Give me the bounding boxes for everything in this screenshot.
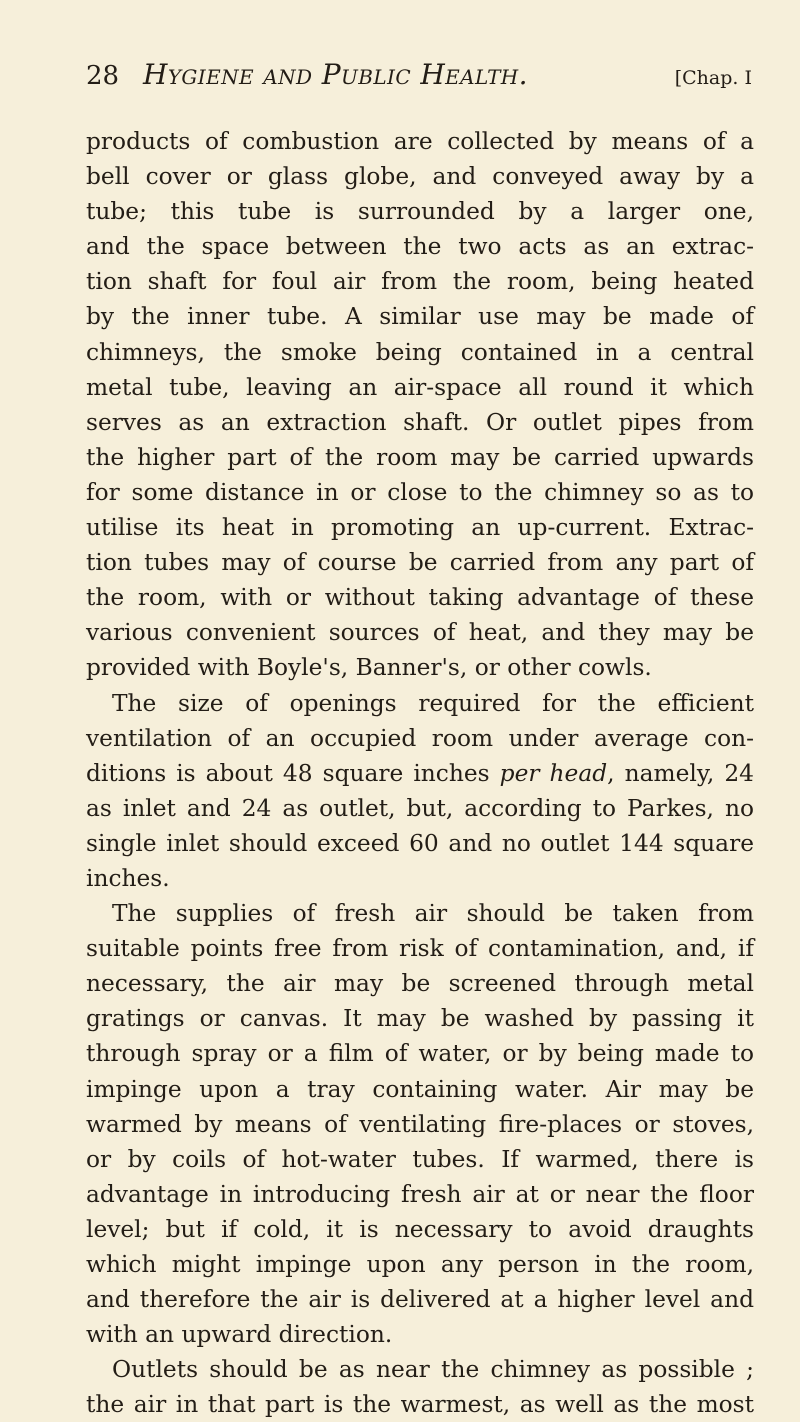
- text-line: gratings or canvas. It may be washed by passing it: [86, 1005, 754, 1033]
- text-line: as inlet and 24 as outlet, but, according to Parkes, no: [86, 794, 754, 822]
- running-head: [86, 58, 754, 94]
- text-line: and the space between the two acts as an extrac-: [86, 233, 754, 261]
- text-line: with an upward direction.: [86, 1321, 393, 1349]
- text-line: necessary, the air may be screened through metal: [86, 970, 754, 998]
- text-line: through spray or a film of water, or by being made to: [86, 1040, 754, 1068]
- text-line: chimneys, the smoke being contained in a central: [86, 338, 754, 366]
- text-line: advantage in introducing fresh air at or near the floor: [86, 1180, 754, 1208]
- text-line: impinge upon a tray containing water. Air may be: [86, 1075, 754, 1103]
- text-line: suitable points free from risk of contamination, and, if: [86, 935, 754, 963]
- text-line: the air in that part is the warmest, as well as the most: [86, 1391, 754, 1419]
- text-line: various convenient sources of heat, and they may be: [86, 619, 754, 647]
- text-line: the room, with or without taking advantage of these: [86, 584, 754, 612]
- text-line: by the inner tube. A similar use may be made of: [86, 303, 754, 331]
- text-line: products of combustion are collected by means of a: [86, 128, 754, 155]
- text-line: and therefore the air is delivered at a higher level and: [86, 1286, 754, 1314]
- text-line: tion tubes may of course be carried from any part of: [86, 549, 754, 577]
- text-line: which might impinge upon any person in the room,: [86, 1251, 754, 1278]
- chapter-reference: [Chap. I: [674, 67, 752, 89]
- text-line: single inlet should exceed 60 and no outlet 144 square: [86, 829, 754, 857]
- page-number: 28: [86, 61, 120, 91]
- text-line: for some distance in or close to the chimney so as to: [86, 478, 754, 506]
- text-line: The size of openings required for the efficient: [112, 689, 754, 717]
- text-line: tion shaft for foul air from the room, being heated: [86, 268, 754, 296]
- text-line: the higher part of the room may be carried upwards: [86, 443, 754, 471]
- text-line: level; but if cold, it is necessary to avoid draughts: [86, 1215, 754, 1243]
- text-line: bell cover or glass globe, and conveyed away by a: [86, 163, 754, 191]
- text-line: ditions is about 48 square inches per head, namely, 24: [86, 759, 754, 787]
- text-line: utilise its heat in promoting an up-current. Extrac-: [86, 514, 754, 542]
- text-line: tube; this tube is surrounded by a larger one,: [86, 198, 754, 226]
- text-line: metal tube, leaving an air-space all round it which: [86, 373, 754, 401]
- running-title: Hygiene and Public Health.: [143, 58, 528, 91]
- body-text: [86, 124, 754, 1422]
- text-line: or by coils of hot-water tubes. If warmed, there is: [86, 1145, 754, 1173]
- text-line: provided with Boyle's, Banner's, or other cowls.: [86, 654, 652, 682]
- text-line: serves as an extraction shaft. Or outlet pipes from: [86, 408, 754, 436]
- text-line: ventilation of an occupied room under average con-: [86, 724, 754, 752]
- text-line: The supplies of fresh air should be taken from: [112, 900, 754, 928]
- text-line: warmed by means of ventilating fire-places or stoves,: [86, 1110, 754, 1138]
- text-line: Outlets should be as near the chimney as possible ;: [112, 1356, 754, 1384]
- text-line: inches.: [86, 864, 170, 892]
